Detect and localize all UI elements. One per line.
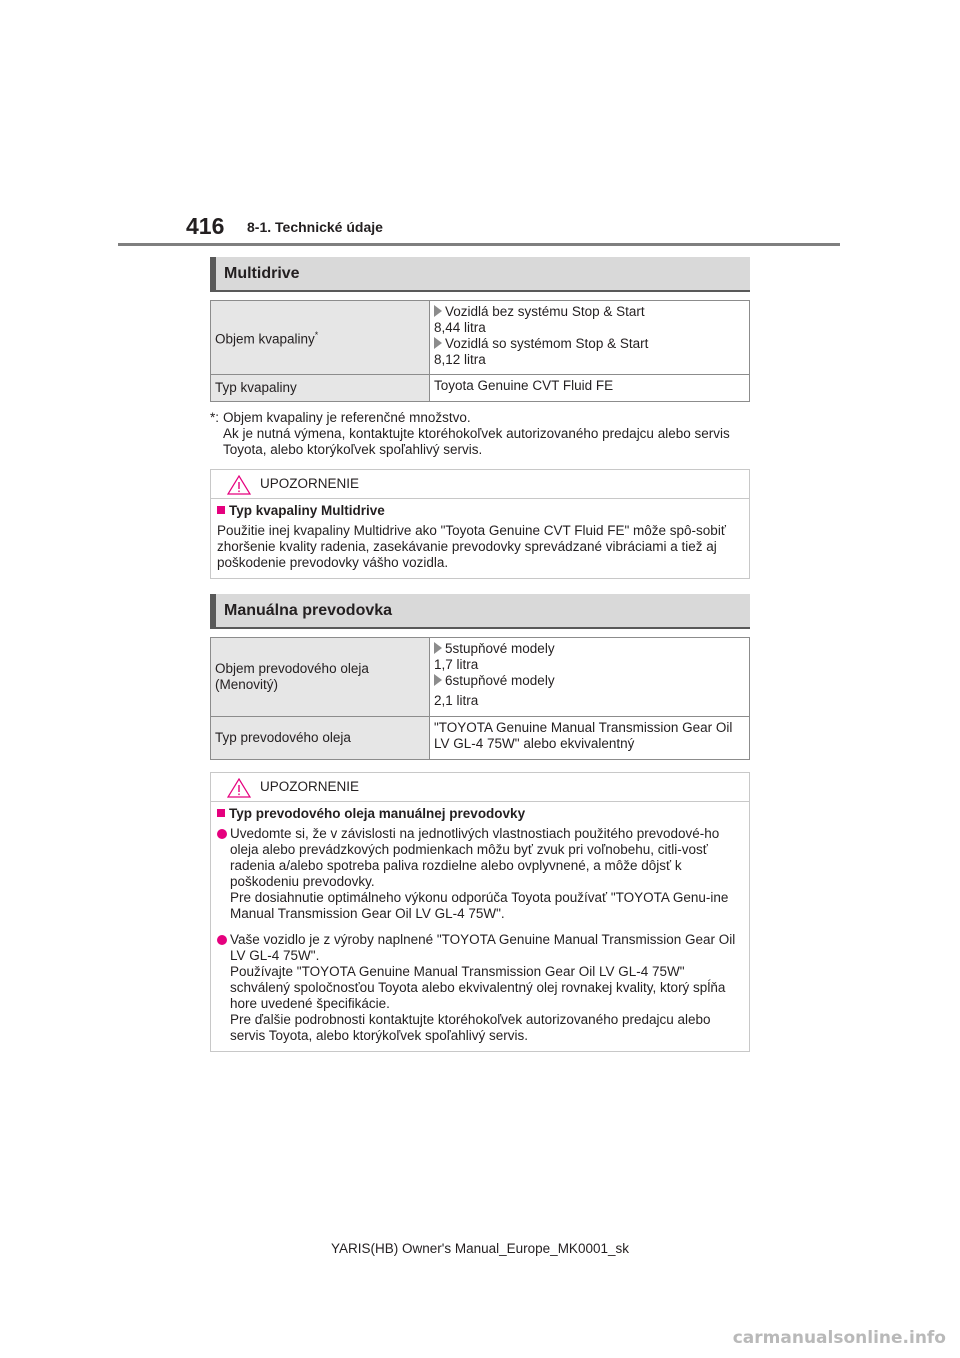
header-rule xyxy=(118,243,840,246)
footnote-text: Objem kvapaliny je referenčné množstvo. xyxy=(223,410,471,425)
table-value-cell xyxy=(430,301,750,375)
footnote-text: Ak je nutná výmena, kontaktujte ktoréhokoľvek autorizovaného predajcu alebo servis Toyota, alebo ktorýkoľvek spoľahlivý servis. xyxy=(223,426,730,457)
triangle-bullet-icon xyxy=(434,337,442,349)
triangle-bullet-icon xyxy=(434,674,442,686)
list-item: 2,1 litra xyxy=(434,693,479,708)
caution-box xyxy=(210,772,750,1052)
table-row xyxy=(211,301,750,375)
list-item: Vozidlá so systémom Stop & Start xyxy=(434,336,745,352)
caution-text: Použitie inej kvapaliny Multidrive ako "Toyota Genuine CVT Fluid FE" môže spô-sobiť zhoršenie kvality radenia, zasekávanie prevodovky sprevádzané vibráciami a tiež aj poškodenie prevodovky vášho vozidla. xyxy=(217,523,726,570)
caution-heading: Typ kvapaliny Multidrive xyxy=(217,503,743,519)
manual-table xyxy=(210,637,750,760)
table-value-cell: "TOYOTA Genuine Manual Transmission Gear Oil LV GL-4 75W" alebo ekvivalentný xyxy=(430,717,750,760)
caution-caption xyxy=(211,470,749,499)
list-item: Vozidlá bez systému Stop & Start xyxy=(434,304,745,320)
list-item: 1,7 litra xyxy=(434,657,479,672)
chapter-title: 8-1. Technické údaje xyxy=(247,219,383,235)
table-label-cell: Objem kvapaliny* xyxy=(211,301,430,375)
list-item: Vaše vozidlo je z výroby naplnené "TOYOTA Genuine Manual Transmission Gear Oil LV GL-4 75W". Používajte "TOYOTA Genuine Manual Transmission Gear Oil LV GL-4 75W" schválený spoločnosťou Toyota alebo ekvivalentný olej rovnakej kvality, ktorý spĺňa hore uvedené špecifikácie. Pre ďalšie podrobnosti kontaktujte ktoréhokoľvek autorizovaného predajcu alebo servis Toyota, alebo ktorýkoľvek spoľahlivý servis. xyxy=(217,932,743,1044)
triangle-bullet-icon xyxy=(434,642,442,654)
table-row xyxy=(211,638,750,717)
warning-icon xyxy=(227,778,251,798)
caution-heading: Typ prevodového oleja manuálnej prevodovky xyxy=(217,806,743,822)
section-title: Multidrive xyxy=(224,265,300,282)
list-item: 8,44 litra xyxy=(434,320,486,335)
round-bullet-icon xyxy=(217,829,227,839)
caution-caption xyxy=(211,773,749,802)
square-bullet-icon xyxy=(217,506,225,514)
table-value-cell xyxy=(430,638,750,717)
section-heading-multidrive xyxy=(210,257,750,290)
list-item: 8,12 litra xyxy=(434,352,486,367)
table-row xyxy=(211,717,750,760)
section-title: Manuálna prevodovka xyxy=(224,602,393,619)
page-footer: YARIS(HB) Owner's Manual_Europe_MK0001_sk xyxy=(331,1241,629,1256)
square-bullet-icon xyxy=(217,809,225,817)
warning-icon xyxy=(227,475,251,495)
list-item: 6stupňové modely xyxy=(434,673,745,689)
section-heading-manual xyxy=(210,594,750,627)
list-item: Uvedomte si, že v závislosti na jednotlivých vlastnostiach použitého prevodové-ho oleja alebo prevádzkových podmienkach môžu byť zvuk pri voľnobehu, citli-vosť radenia a/alebo spotreba paliva rozdielne alebo ovplyvnené, a môže dôjsť k poškodeniu prevodovky. Pre dosiahnutie optimálneho výkonu odporúča Toyota používať "TOYOTA Genu-ine Manual Transmission Gear Oil LV GL-4 75W". xyxy=(217,826,743,922)
triangle-bullet-icon xyxy=(434,305,442,317)
footnote xyxy=(210,410,750,458)
multidrive-table xyxy=(210,300,750,402)
page-number: 416 xyxy=(186,213,225,239)
round-bullet-icon xyxy=(217,935,227,945)
caution-box xyxy=(210,469,750,579)
caution-caption-text: UPOZORNENIE xyxy=(260,779,360,794)
footnote-mark: *: xyxy=(210,410,220,425)
table-label-cell: Objem prevodového oleja (Menovitý) xyxy=(211,638,430,717)
list-item: 5stupňové modely xyxy=(434,641,745,657)
table-value-cell: Toyota Genuine CVT Fluid FE xyxy=(430,375,750,402)
table-label-cell: Typ kvapaliny xyxy=(211,375,430,402)
caution-caption-text: UPOZORNENIE xyxy=(260,476,360,491)
table-row xyxy=(211,375,750,402)
watermark: carmanualsonline.info xyxy=(732,1328,946,1348)
table-label-cell: Typ prevodového oleja xyxy=(211,717,430,760)
